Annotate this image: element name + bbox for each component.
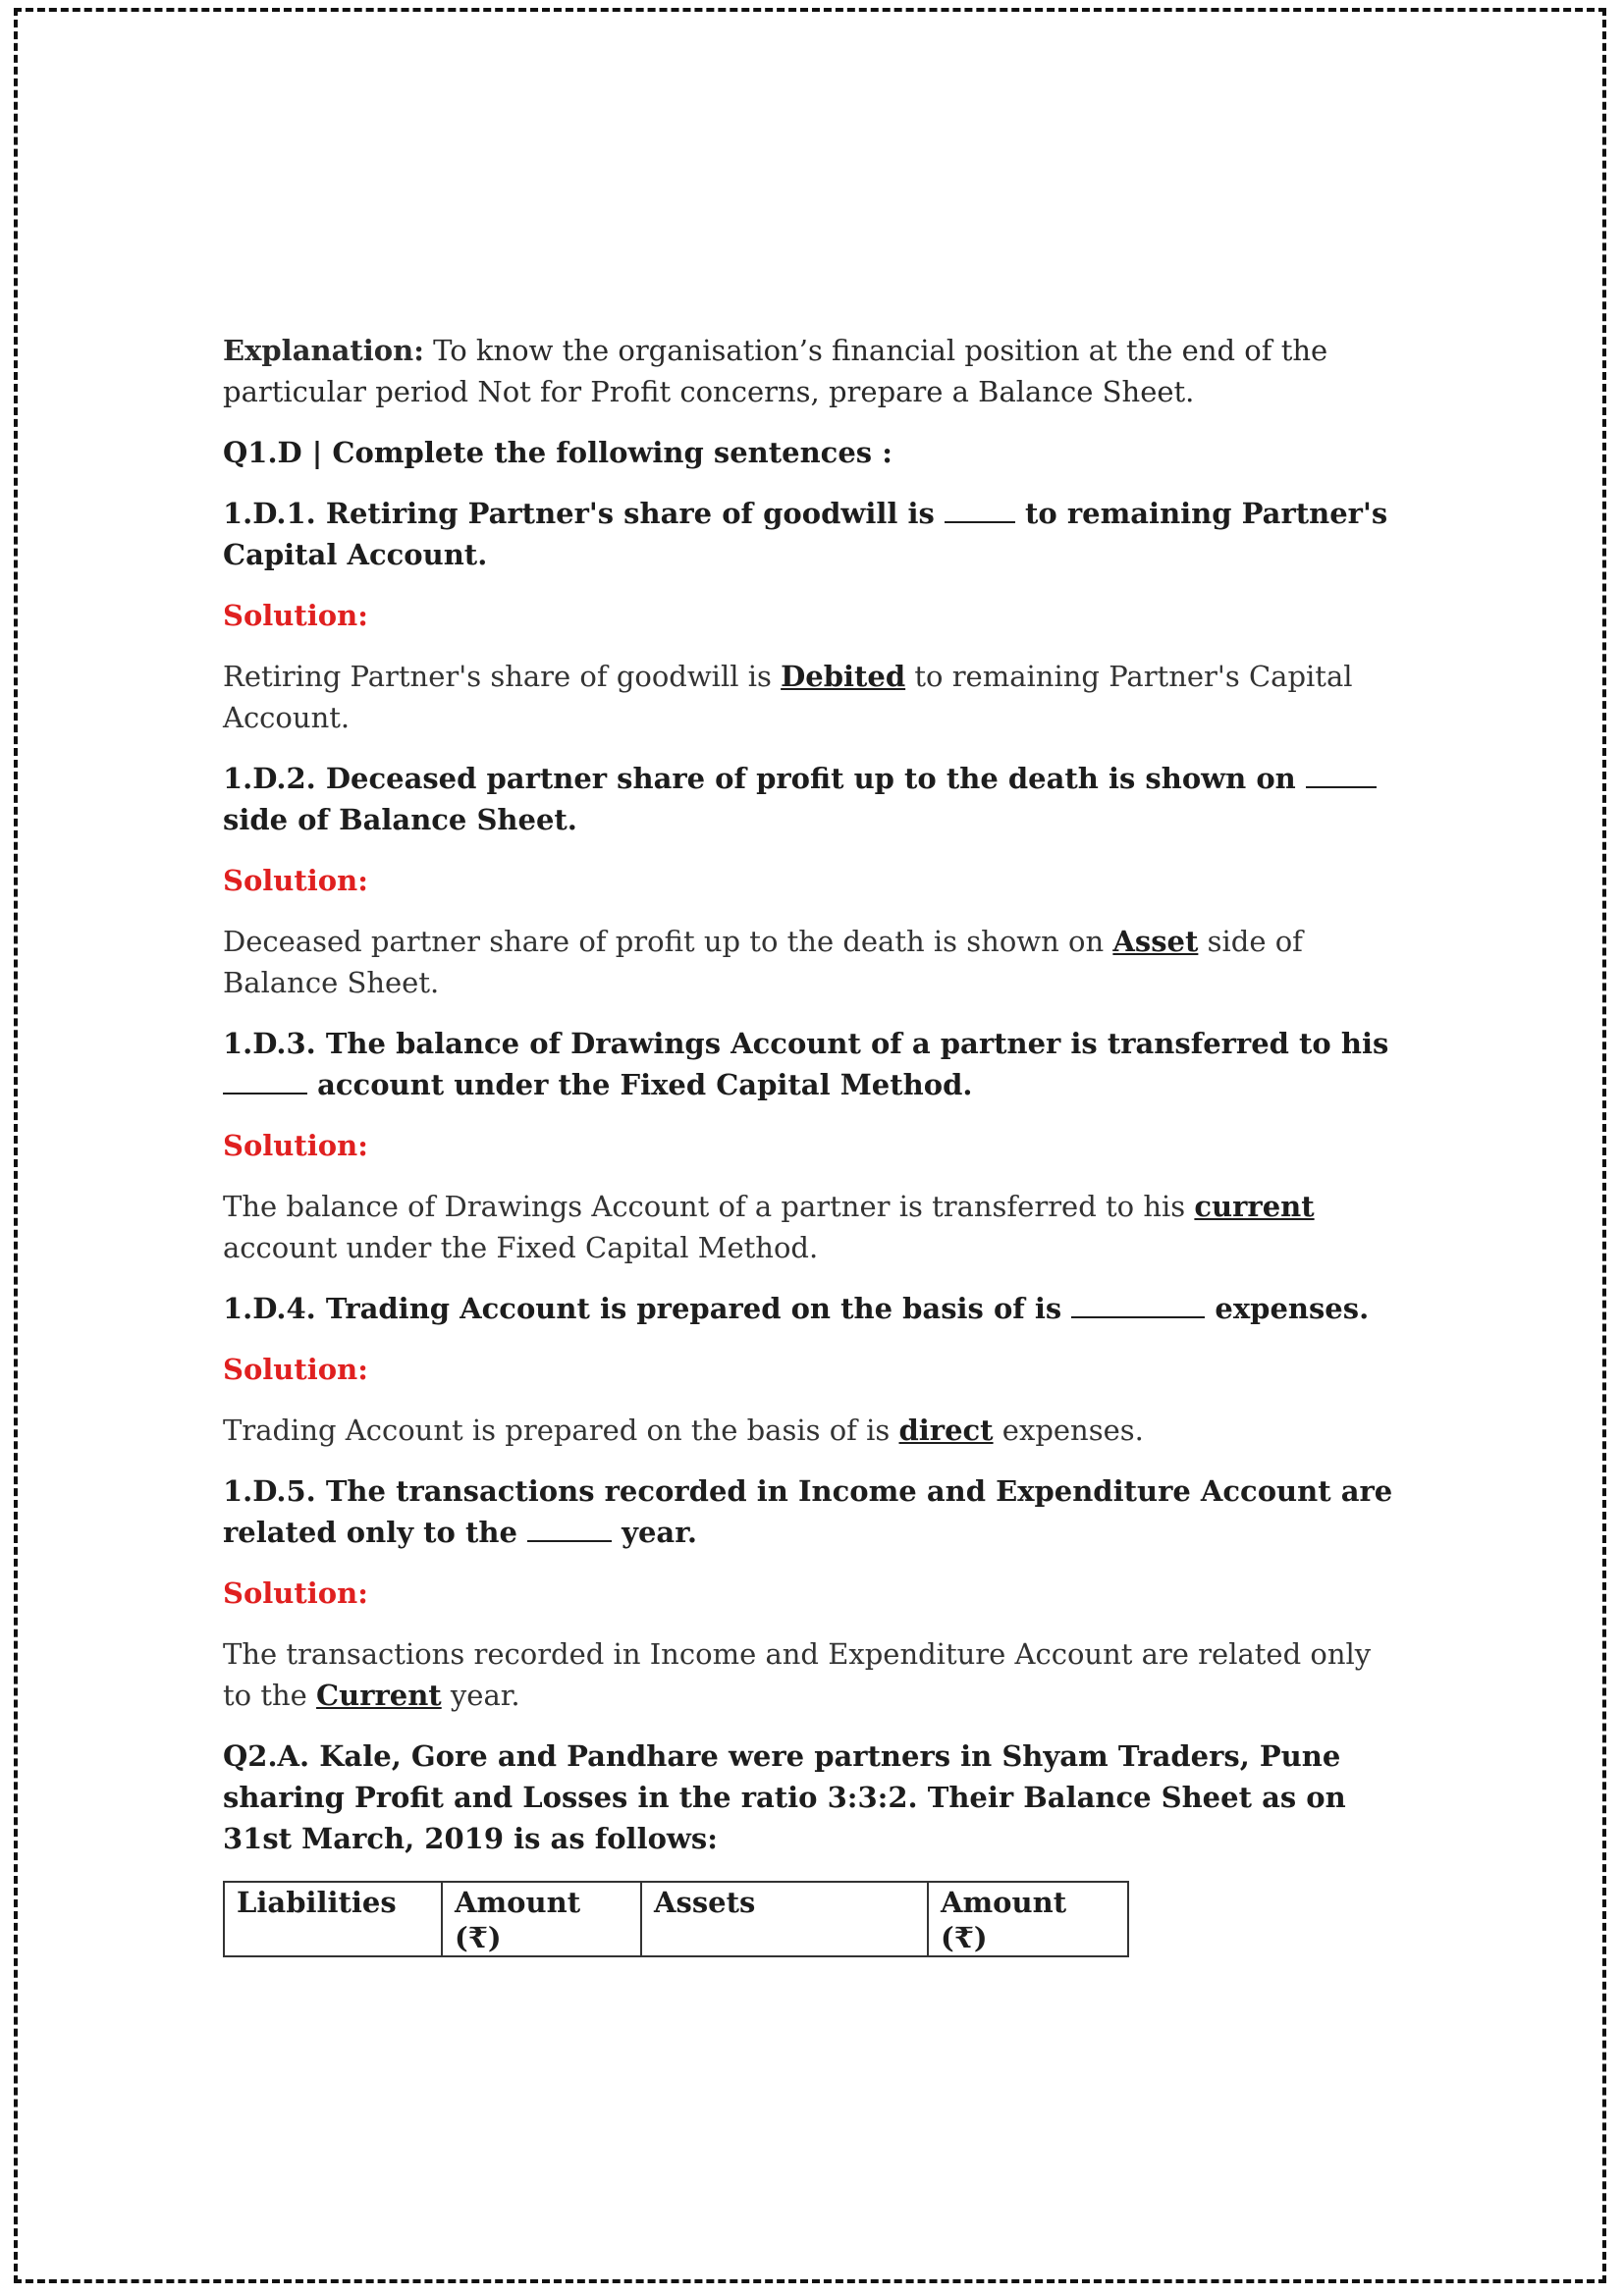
- table-header-cell: Amount (₹): [442, 1882, 641, 1956]
- question-text: 1.D.1. Retiring Partner's share of goodwill is: [223, 497, 945, 530]
- question-text: account under the Fixed Capital Method.: [307, 1068, 973, 1101]
- question-text: year.: [612, 1516, 697, 1549]
- solution-text: The transactions recorded in Income and Expenditure Account are related only to the: [223, 1637, 1372, 1712]
- question-4: [223, 1288, 1401, 1329]
- document-content: [223, 330, 1401, 1957]
- question-text: 1.D.3. The balance of Drawings Account of a partner is transferred to his: [223, 1027, 1389, 1060]
- solution-3: [223, 1186, 1401, 1268]
- solution-text: expenses.: [993, 1414, 1144, 1447]
- answer-blank: [1306, 763, 1377, 788]
- solution-text: year.: [441, 1679, 520, 1712]
- question-3: [223, 1023, 1401, 1105]
- table-header-cell: Amount (₹): [928, 1882, 1128, 1956]
- solution-text: account under the Fixed Capital Method.: [223, 1231, 819, 1264]
- question-q2a: Q2.A. Kale, Gore and Pandhare were partners in Shyam Traders, Pune sharing Profit and Losses in the ratio 3:3:2. Their Balance Sheet as on 31st March, 2019 is as follows:: [223, 1739, 1346, 1855]
- answer-word: direct: [898, 1414, 994, 1447]
- explanation-paragraph: [223, 330, 1401, 412]
- answer-blank: [223, 1069, 307, 1095]
- solution-label: Solution:: [223, 1353, 368, 1386]
- table-header-cell: Liabilities: [224, 1882, 442, 1956]
- table-header-cell: Assets: [641, 1882, 928, 1956]
- question-text: 1.D.5. The transactions recorded in Income and Expenditure Account are related only to the: [223, 1474, 1393, 1549]
- solution-label: Solution:: [223, 599, 368, 632]
- table-header-row: [224, 1882, 1128, 1956]
- solution-label: Solution:: [223, 1576, 368, 1610]
- solution-text: Retiring Partner's share of goodwill is: [223, 660, 782, 693]
- question-text: to remaining Partner's Capital Account.: [223, 497, 1388, 571]
- solution-text: The balance of Drawings Account of a partner is transferred to his: [223, 1190, 1195, 1223]
- question-text: expenses.: [1205, 1292, 1370, 1325]
- question-text: side of Balance Sheet.: [223, 803, 577, 836]
- solution-2: [223, 921, 1401, 1003]
- question-5: [223, 1470, 1401, 1553]
- answer-word: Current: [316, 1679, 442, 1712]
- solution-label: Solution:: [223, 1129, 368, 1162]
- answer-blank: [945, 498, 1015, 523]
- explanation-label: Explanation:: [223, 334, 424, 367]
- solution-text: Trading Account is prepared on the basis of is: [223, 1414, 899, 1447]
- answer-blank: [1071, 1293, 1205, 1318]
- answer-word: current: [1194, 1190, 1315, 1223]
- solution-1: [223, 656, 1401, 738]
- answer-word: Asset: [1112, 925, 1199, 958]
- section-heading: Q1.D | Complete the following sentences :: [223, 436, 893, 469]
- solution-4: [223, 1410, 1401, 1451]
- question-2: [223, 758, 1401, 840]
- answer-word: Debited: [781, 660, 906, 693]
- solution-text: Deceased partner share of profit up to the death is shown on: [223, 925, 1113, 958]
- answer-blank: [527, 1517, 612, 1542]
- balance-sheet-table: [223, 1881, 1129, 1957]
- solution-text: side of Balance Sheet.: [223, 925, 1303, 999]
- explanation-text: To know the organisation’s financial position at the end of the particular period Not for Profit concerns, prepare a Balance Sheet.: [223, 334, 1328, 408]
- question-1: [223, 493, 1401, 575]
- solution-5: [223, 1633, 1401, 1716]
- question-text: 1.D.2. Deceased partner share of profit up to the death is shown on: [223, 762, 1306, 795]
- solution-text: to remaining Partner's Capital Account.: [223, 660, 1353, 734]
- question-text: 1.D.4. Trading Account is prepared on the basis of is: [223, 1292, 1072, 1325]
- solution-label: Solution:: [223, 864, 368, 897]
